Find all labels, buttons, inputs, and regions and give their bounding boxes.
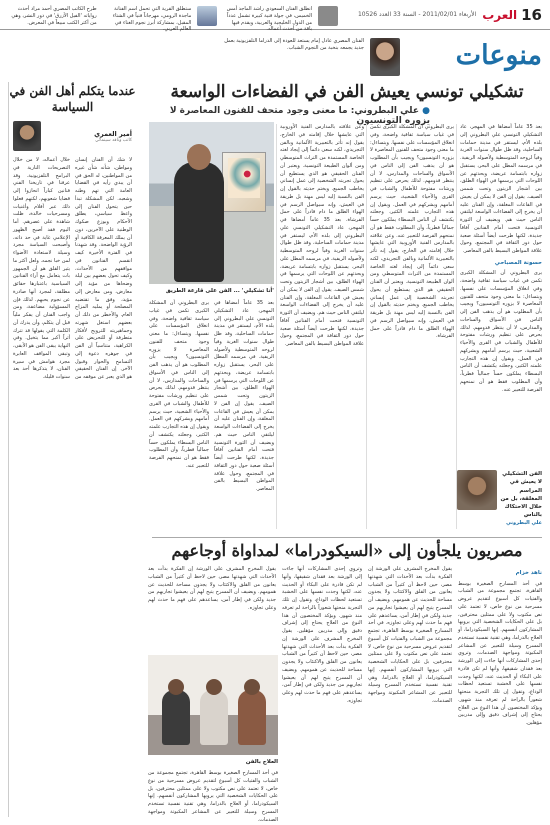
quote-name: علي البطروني — [506, 519, 542, 526]
teaser-thumbnail — [318, 6, 338, 26]
page-number: 16 — [521, 5, 542, 24]
person-head — [244, 679, 260, 695]
sidebar-text: لا شك أن الفنان إنسان ومواطن، شأنه شأن غيره من المواطنين، له الحق في أن يبدي رأيه في القضايا العامة التي تهم وطنه وشعبه. لكن المشكلة تبدأ حين يتحول الفنان إلى واعظ سياسي، يطلق الأحكام ويوزع صكوك الوطنية على الآخرين، دون أن يملك المعرفة الكافية أو الرؤية الواضحة. وقد شهدنا في الفترة الأخيرة كيف انقسم الفنانون في مواقفهم من الأحداث، وكيف تحول بعضهم بين ليلة وضحاها من مؤيد إلى معارض، ومن معارض إلى مؤيد، وفق ما تقتضيه المصلحة أو يمليه المزاج العام. والأخطر من ذلك أن بعضهم استغل شهرته وجماهيريته للترويج لأفكار متطرفة أو للتحريض على الكراهية، متناسياً أن الفن في جوهره دعوة إلى التسامح والحوار وقبول الآخر. إن الفنان الحقيقي هو الذي يعبر عن موقفه من خلال أعماله، لا من خلال التصريحات النارية في البرامج التلفزيونية. وقد عرفنا في تاريخنا الفني فنانين كباراً انحازوا إلى قضايا شعوبهم، لكنهم فعلوا ذلك عبر أفلام وأغنيات ومسرحيات خالدة، ظلت شاهدة على عصرهم. أما اليوم فقد أصبح الظهور الإعلامي غاية في حد ذاته، وأصبحت السياسة مجرد وسيلة لاستعادة الأضواء لمن خبا نجمه. ولعل أكثر ما يثير القلق هو أن الجمهور بات يتعامل مع آراء الفنانين السياسية باعتبارها حقائق مطلقة، لمجرد أنها صادرة عن نجوم يحبهم. لذلك فإن المسؤولية مضاعفة، ومن واجب الفنان أن يفكر ملياً قبل أن يتكلم، وأن يدرك أن الكلمة التي يقولها قد تترك أثراً أكبر مما يتخيل. وفي النهاية يبقى الفن هو الأبقى، وتبقى المواقف العابرة مجرد هوامش في سيرة الفنان، لا يتذكرها أحد بعد سنوات قليلة. — [13, 157, 132, 381]
second-headline: مصريون يلجأون إلى «السيكودراما» لمداواة أوجاعهم — [171, 541, 523, 560]
section-title: منوعات — [455, 40, 542, 71]
article1-text: يرى البطروني أن المشكلة الكبرى تكمن في غياب سياسة ثقافية واضحة، وفي انغلاق المؤسسات على نفسها. ويتساءل: ما معنى وجود متحف للفنون المعاصرة لا يزوره التونسيون؟ ويجيب بأن المطلوب هو أن يذهب الفن إلى الناس في الأسواق والساحات والمدارس، لا أن ينتظر قدومهم. لذلك يحرص على تنظيم ورشات مفتوحة للأطفال والشباب في القرى والأحياء الشعبية، حيث يرسم أمامهم ويشركهم في العمل. ويقول إن هذه التجارب علمته الكثير، وجعلته يكتشف أن الناس البسطاء يملكون حساً جمالياً فطرياً، وأن المطلوب فقط هو أن نمنحهم الفرصة للتعبير عنه. — [370, 124, 455, 239]
subheadline-text: علي البطروني: ما معنى وجود متحف للفنون المعاصرة لا يزوره التونسيون — [169, 106, 430, 126]
article2-column-5 — [148, 770, 278, 823]
article1-text: بعد 35 عاماً أمضاها في المهجر، عاد التشكيلي التونسي علي البطروني إلى بلده الأم، ليستقر في مدينة حمامات الساحلية، وقد ظل طوال سنوات الغربة وفياً لروحه المتوسطية ولأصوله الريفية. في مرسمه المطل على البحر، يستقبل زواره بابتسامة عريضة، ويحدثهم عن اللوحات التي يرسمها في الهواء الطلق، بين أشجار الزيتون وتحت شمس الصيف. يقول إن الفن لا يمكن أن يعيش في القاعات المغلقة، وإن الفنان عليه أن يخرج إلى الفضاءات الواسعة ليلتقي الناس حيث هم. ويضيف أن الثورة التونسية فتحت أمام الفنانين آفاقاً جديدة، لكنها طرحت أيضاً أسئلة صعبة حول دور الثقافة في المجتمع، وحول علاقة المواطن البسيط بالفن المعاصر. — [214, 300, 274, 492]
painter-head — [187, 144, 211, 170]
dateline: الأربعاء 2011/02/01 - السنة 33 العدد 10526 — [357, 11, 477, 18]
column-rule — [276, 124, 277, 529]
person-figure — [238, 690, 266, 745]
article2-text: يقول المخرج المشرف على الورشة إن الفكرة بدأت بعد الأحداث التي شهدتها مصر، حين لاحظ أن كثيراً من الشباب يعانون من القلق والاكتئاب ولا يجدون مساحة للحديث عن همومهم. ويضيف أن المسرح يتيح لهم أن يعيشوا تجاربهم من جديد ولكن في إطار آمن، يساعدهم على فهم ما حدث لهم وعلى تجاوزه. — [148, 566, 276, 611]
article1-column-5 — [149, 300, 209, 532]
teaser-item: انطلق الفنان السعودي راشد الماجد أمس الخميس، في جولة فنية كبيرة تشمل عدداً من الدول الخليجية والعربية، ويقدم فيها باقة من أحدث أعماله. — [226, 6, 312, 33]
teaser-item: ستطلق القرية التي تحمل اسم الفنانة ماجدة الرومي، مهرجاناً فنياً في الشتاء المقبل، بمشاركة أبرز نجوم الغناء في العالم العربي. — [112, 6, 192, 33]
quote-text: الفن التشكيلي لا يعيش في المراسم المغلقة، بل من خلال الاحتكاك بالناس — [500, 471, 542, 519]
article2-byline: ناهد خزام — [515, 570, 542, 576]
person-figure — [200, 690, 228, 745]
article1-column-2 — [370, 124, 454, 534]
person-head — [206, 679, 222, 695]
photo2-caption: العلاج بالفن — [245, 759, 278, 765]
article2-text: في أحد المسارح الصغيرة بوسط القاهرة، تجتمع مجموعة من الشباب والفتيات كل أسبوع لتقديم عروض مسرحية من نوع خاص، لا تعتمد على نص مكتوب ولا على ممثلين محترفين، بل على الحكايات الشخصية التي يرويها المشاركون أنفسهم. إنها السيكودراما، أو العلاج بالدراما، وهي تقنية نفسية تستخدم المسرح وسيلة للتعبير عن المشاعر المكبوتة ومواجهة الصدمات. — [148, 770, 278, 823]
person-head — [168, 679, 184, 695]
portrait-photo — [370, 38, 400, 76]
sidebar-author — [94, 130, 132, 143]
article2-text-cont: وتروي إحدى المشاركات أنها جاءت إلى الورشة بعد فقدان شقيقها، وأنها لم تكن قادرة على البكاء أو الحديث عنه، لكنها وجدت نفسها على الخشبة تستعيد لحظات الوداع، وتقول إن تلك التجربة منحتها شعوراً بالراحة لم تعرفه منذ شهور. ويؤكد المختصون أن هذا النوع من العلاج يحتاج إلى إشراف دقيق وإلى مدربين مؤهلين. — [458, 650, 542, 727]
painting — [228, 158, 260, 198]
article-divider — [152, 537, 542, 538]
article1-text: بعد 35 عاماً أمضاها في المهجر، عاد التشكيلي التونسي علي البطروني إلى بلده الأم، ليستقر في مدينة حمامات الساحلية، وقد ظل طوال سنوات الغربة وفياً لروحه المتوسطية ولأصوله الريفية. في مرسمه المطل على البحر، يستقبل زواره بابتسامة عريضة، ويحدثهم عن اللوحات التي يرسمها في الهواء الطلق، بين أشجار الزيتون وتحت شمس الصيف. يقول إن الفن لا يمكن أن يعيش في القاعات المغلقة، وإن الفنان عليه أن يخرج إلى الفضاءات الواسعة ليلتقي الناس حيث هم. ويضيف أن الثورة التونسية فتحت أمام الفنانين آفاقاً جديدة، لكنها طرحت أيضاً أسئلة صعبة حول دور الثقافة في المجتمع، وحول علاقة المواطن البسيط بالفن المعاصر. — [460, 124, 542, 254]
author-name: أمير العمري — [94, 129, 132, 138]
article1-column-3 — [280, 124, 364, 534]
brand-logo: العرب — [482, 7, 518, 22]
painter-photo — [149, 122, 274, 284]
article2-text: يقول المخرج المشرف على الورشة إن الفكرة بدأت بعد الأحداث التي شهدتها مصر، حين لاحظ أن كثيراً من الشباب يعانون من القلق والاكتئاب ولا يجدون مساحة للحديث عن همومهم. ويضيف أن المسرح يتيح لهم أن يعيشوا تجاربهم من جديد ولكن في إطار آمن، يساعدهم على فهم ما حدث لهم وعلى تجاوزه. — [368, 566, 453, 627]
bullet-icon: ● — [422, 106, 430, 116]
article1-byline: حسونة المصباحي — [494, 259, 542, 266]
sidebar-headline: عندما يتكلم أهل الفن في السياسة — [9, 84, 136, 114]
sidebar-author-row — [13, 121, 132, 151]
teaser-thumbnail — [197, 6, 217, 26]
teaser-strip — [8, 6, 338, 33]
article2-text-cont: في أحد المسارح الصغيرة بوسط القاهرة، تجتمع مجموعة من الشباب والفتيات كل أسبوع لتقديم عروض مسرحية من نوع خاص، لا تعتمد على نص مكتوب ولا على ممثلين محترفين، بل على الحكايات الشخصية التي يرويها المشاركون أنفسهم. إنها السيكودراما، أو العلاج بالدراما، وهي تقنية نفسية تستخدم المسرح وسيلة للتعبير عن المشاعر المكبوتة ومواجهة الصدمات. — [368, 620, 452, 704]
author-role: كاتب وناقد سينمائي — [95, 137, 132, 143]
article2-column-2 — [368, 566, 452, 816]
pull-quote — [457, 470, 542, 536]
person-figure — [162, 690, 190, 745]
teaser-item: طرح الكاتب المصري أحمد مراد أحدث رواياته 'الفيل الأزرق' في دور النشر، وهي من أكثر الكتب مبيعاً في المعرض. — [11, 6, 97, 26]
author-avatar — [13, 121, 41, 151]
article2-column-4 — [148, 566, 276, 652]
article2-column-3 — [282, 566, 362, 816]
column-rule — [366, 124, 367, 529]
quote-portrait — [457, 470, 497, 510]
article2-column-right — [458, 566, 542, 816]
portrait-caption: الفنان المصري عادل إمام يستعد للعودة إلى الدراما التلفزيونية بعمل جديد يجمعه بنخبة من النجوم الشباب. — [224, 38, 364, 51]
article1-text-cont: وعن علاقته بالمدارس الفنية الأوروبية التي عايشها خلال إقامته في الخارج، يقول إنه تأثر بالتعبيرية الألمانية وبالفن التجريدي، لكنه سعى دائماً إلى إيجاد لغته الخاصة المستمدة من التراث المتوسطي ومن ألوان الطبيعة التونسية. ويعتبر أن الفنان الحقيقي هو الذي يستطيع أن يحول تجربته الشخصية إلى عمل إنساني يخاطب الجميع. ويختم حديثه بالقول إن الفن بالنسبة إليه ليس مهنة بل طريقة في العيش، وإنه سيواصل الرسم في الهواء الطلق ما دام قادراً على حمل الفرشاة. — [370, 232, 454, 340]
main-headline: تشكيلي تونسي يعيش الفن في الفضاءات الواسعة — [170, 82, 524, 102]
painter-figure — [174, 162, 224, 282]
opinion-sidebar — [8, 82, 136, 817]
article2-text-cont: يقول المخرج المشرف على الورشة إن الفكرة بدأت بعد الأحداث التي شهدتها مصر، حين لاحظ أن كثيراً من الشباب يعانون من القلق والاكتئاب ولا يجدون مساحة للحديث عن همومهم. ويضيف أن المسرح يتيح لهم أن يعيشوا تجاربهم من جديد ولكن في إطار آمن، يساعدهم على فهم ما حدث لهم وعلى تجاوزه. — [282, 628, 362, 704]
article1-text-cont: يرى البطروني أن المشكلة الكبرى تكمن في غياب سياسة ثقافية واضحة، وفي انغلاق المؤسسات على نفسها. ويتساءل: ما معنى وجود متحف للفنون المعاصرة لا يزوره التونسيون؟ ويجيب بأن المطلوب هو أن يذهب الفن إلى الناس في الأسواق والساحات والمدارس، لا أن ينتظر قدومهم. لذلك يحرص على تنظيم ورشات مفتوحة للأطفال والشباب في القرى والأحياء الشعبية، حيث يرسم أمامهم ويشركهم في العمل. ويقول إن هذه التجارب علمته الكثير، وجعلته يكتشف أن الناس البسطاء يملكون حساً جمالياً فطرياً، وأن المطلوب فقط هو أن نمنحهم الفرصة للتعبير عنه. — [460, 270, 542, 393]
psychodrama-photo — [148, 655, 278, 755]
article1-text: وعن علاقته بالمدارس الفنية الأوروبية التي عايشها خلال إقامته في الخارج، يقول إنه تأثر بالتعبيرية الألمانية وبالفن التجريدي، لكنه سعى دائماً إلى إيجاد لغته الخاصة المستمدة من التراث المتوسطي ومن ألوان الطبيعة التونسية. ويعتبر أن الفنان الحقيقي هو الذي يستطيع أن يحول تجربته الشخصية إلى عمل إنساني يخاطب الجميع. ويختم حديثه بالقول إن الفن بالنسبة إليه ليس مهنة بل طريقة في العيش، وإنه سيواصل الرسم في الهواء الطلق ما دام قادراً على حمل الفرشاة. — [280, 124, 364, 223]
column-rule — [456, 124, 457, 529]
article2-text: وتروي إحدى المشاركات أنها جاءت إلى الورشة بعد فقدان شقيقها، وأنها لم تكن قادرة على البكاء أو الحديث عنه، لكنها وجدت نفسها على الخشبة تستعيد لحظات الوداع، وتقول إن تلك التجربة منحتها شعوراً بالراحة لم تعرفه منذ شهور. ويؤكد المختصون أن هذا النوع من العلاج يحتاج إلى إشراف دقيق وإلى مدربين مؤهلين. — [282, 566, 362, 634]
article1-text: يرى البطروني أن المشكلة الكبرى تكمن في غياب سياسة ثقافية واضحة، وفي انغلاق المؤسسات على نفسها. ويتساءل: ما معنى وجود متحف للفنون المعاصرة لا يزوره التونسيون؟ ويجيب بأن المطلوب هو أن يذهب الفن إلى الناس في الأسواق والساحات والمدارس، لا أن ينتظر قدومهم. لذلك يحرص على تنظيم ورشات مفتوحة للأطفال والشباب في القرى والأحياء الشعبية، حيث يرسم أمامهم ويشركهم في العمل. ويقول إن هذه التجارب علمته الكثير، وجعلته يكتشف أن الناس البسطاء يملكون حساً جمالياً فطرياً، وأن المطلوب فقط هو أن نمنحهم الفرصة للتعبير عنه. — [149, 300, 209, 469]
article1-column-4 — [214, 300, 274, 532]
article2-text: في أحد المسارح الصغيرة بوسط القاهرة، تجتمع مجموعة من الشباب والفتيات كل أسبوع لتقديم عروض مسرحية من نوع خاص، لا تعتمد على نص مكتوب ولا على ممثلين محترفين، بل على الحكايات الشخصية التي يرويها المشاركون أنفسهم. إنها السيكودراما، أو العلاج بالدراما، وهي تقنية نفسية تستخدم المسرح وسيلة للتعبير عن المشاعر المكبوتة ومواجهة الصدمات. — [458, 580, 543, 657]
article1-text-cont: بعد 35 عاماً أمضاها في المهجر، عاد التشكيلي التونسي علي البطروني إلى بلده الأم، ليستقر في مدينة حمامات الساحلية، وقد ظل طوال سنوات الغربة وفياً لروحه المتوسطية ولأصوله الريفية. في مرسمه المطل على البحر، يستقبل زواره بابتسامة عريضة، ويحدثهم عن اللوحات التي يرسمها في الهواء الطلق، بين أشجار الزيتون وتحت شمس الصيف. يقول إن الفن لا يمكن أن يعيش في القاعات المغلقة، وإن الفنان عليه أن يخرج إلى الفضاءات الواسعة ليلتقي الناس حيث هم. ويضيف أن الثورة التونسية فتحت أمام الفنانين آفاقاً جديدة، لكنها طرحت أيضاً أسئلة صعبة حول دور الثقافة في المجتمع، وحول علاقة المواطن البسيط بالفن المعاصر. — [280, 217, 364, 347]
photo-caption: 'أنا تشكيلي' ... الفن على قارعة الطريق — [165, 288, 274, 294]
article1-column-right — [460, 124, 542, 464]
